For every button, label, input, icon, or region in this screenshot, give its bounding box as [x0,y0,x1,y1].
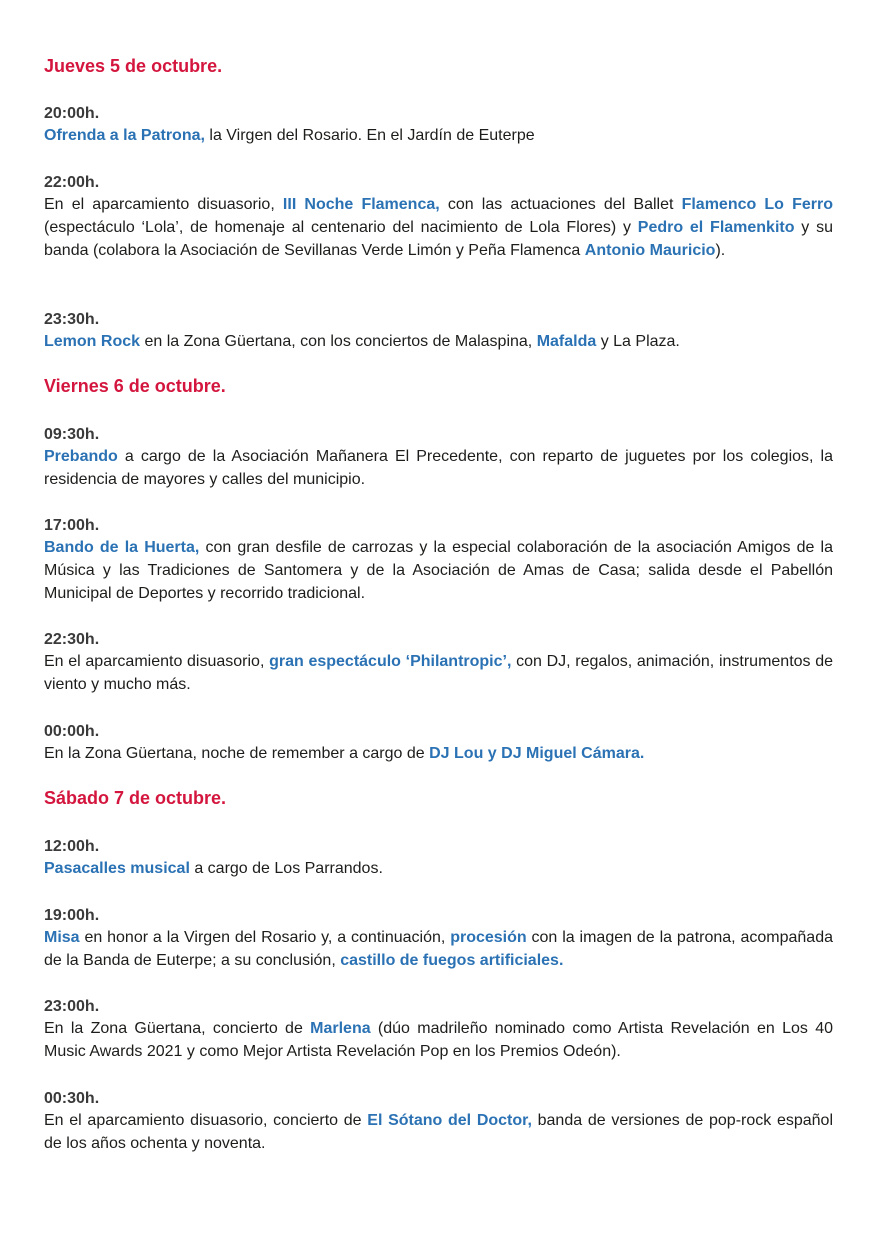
event-text: En el aparcamiento disuasorio, [44,196,283,213]
event [44,995,833,1064]
event-time: 23:30h. [44,311,100,328]
event-description [44,194,833,262]
event-text: y La Plaza. [596,333,680,350]
event-text: en la Zona Güertana, con los conciertos de Malaspina, [140,333,537,350]
event [44,628,833,697]
event-text: En el aparcamiento disuasorio, [44,653,270,670]
event-highlight: Pedro el Flamenkito [637,218,795,236]
event [44,102,833,148]
event-description [44,331,833,354]
event [44,514,833,605]
event-highlight: DJ Lou y DJ Miguel Cámara. [429,745,645,762]
event-description [44,651,833,697]
event-highlight: Prebando [44,448,118,465]
event-text: con DJ, regalos, animación, instrumentos de viento y mucho más. [44,653,834,693]
event-highlight: Bando de la Huerta, [44,539,200,556]
event-description [44,858,833,881]
event-time: 00:30h. [44,1090,100,1107]
event-text: la Virgen del Rosario. En el Jardín de Euterpe [204,127,535,144]
event-text: en honor a la Virgen del Rosario y, a continuación, [79,929,451,946]
day-heading: Viernes 6 de octubre. [44,376,226,396]
event-text: con las actuaciones del Ballet [439,196,682,213]
event-highlight: III Noche Flamenca, [282,196,440,213]
event-highlight: Lemon Rock [44,333,141,350]
event-highlight: procesión [450,929,527,946]
event-description [44,927,833,973]
event-text: con la imagen de la patrona, acompañada de la Banda de Euterpe; a su conclusión, [44,929,833,969]
event [44,720,833,766]
event-time: 22:30h. [44,631,100,648]
day-heading: Jueves 5 de octubre. [44,56,223,76]
event [44,1087,833,1156]
event-highlight: El Sótano del Doctor, [367,1112,532,1129]
event-time: 20:00h. [44,105,100,122]
event-time: 12:00h. [44,838,100,855]
event [44,308,833,354]
event-text: con gran desfile de carrozas y la especial colaboración de la asociación Amigos de la Música y las Tradiciones de Santomera y de la Asociación de Amas de Casa; salida desde el Pabellón Municipal de Deportes y recorrido tradicional. [44,539,834,602]
event [44,904,833,973]
event-time: 00:00h. [44,723,100,740]
event [44,835,833,881]
event-highlight: Marlena [310,1020,371,1037]
event-text: En la Zona Güertana, concierto de [44,1020,311,1037]
event-time: 17:00h. [44,517,100,534]
event-text: (dúo madrileño nominado como Artista Revelación en Los 40 Music Awards 2021 y como Mejor Artista Revelación Pop en los Premios Odeón). [44,1020,833,1060]
event-highlight: Ofrenda a la Patrona, [44,127,205,144]
event-highlight: Misa [44,929,80,946]
event [44,423,833,492]
event-time: 09:30h. [44,426,100,443]
event-highlight: Antonio Mauricio [584,241,716,259]
event-highlight: Flamenco Lo Ferro [681,196,833,213]
event-highlight: gran espectáculo ‘Philantropic’, [269,653,512,670]
event-text: En la Zona Güertana, noche de remember a cargo de [44,745,430,762]
event-time: 22:00h. [44,174,100,191]
event-text: En el aparcamiento disuasorio, concierto de [44,1112,368,1129]
event-text: y su banda (colabora la Asociación de Sevillanas Verde Limón y Peña Flamenca [44,218,833,259]
event-highlight: castillo de fuegos artificiales. [340,951,564,969]
event-text: ). [715,241,726,259]
event-description [44,1110,833,1156]
event-highlight: Mafalda [536,333,597,350]
event-description [44,446,833,492]
event-description [44,1018,833,1064]
event-highlight: Pasacalles musical [44,860,190,877]
event-text: (espectáculo ‘Lola’, de homenaje al centenario del nacimiento de Lola Flores) y [44,218,638,236]
event-description [44,125,833,148]
event [44,171,833,262]
event-text: a cargo de la Asociación Mañanera El Precedente, con reparto de juguetes por los colegios, la residencia de mayores y calles del municipio. [44,448,833,488]
day-heading: Sábado 7 de octubre. [44,788,227,808]
event-description [44,537,833,605]
event-text: banda de versiones de pop-rock español de los años ochenta y noventa. [44,1112,834,1152]
event-text: a cargo de Los Parrandos. [189,860,383,877]
event-time: 19:00h. [44,907,100,924]
event-description [44,743,833,766]
event-time: 23:00h. [44,998,100,1015]
